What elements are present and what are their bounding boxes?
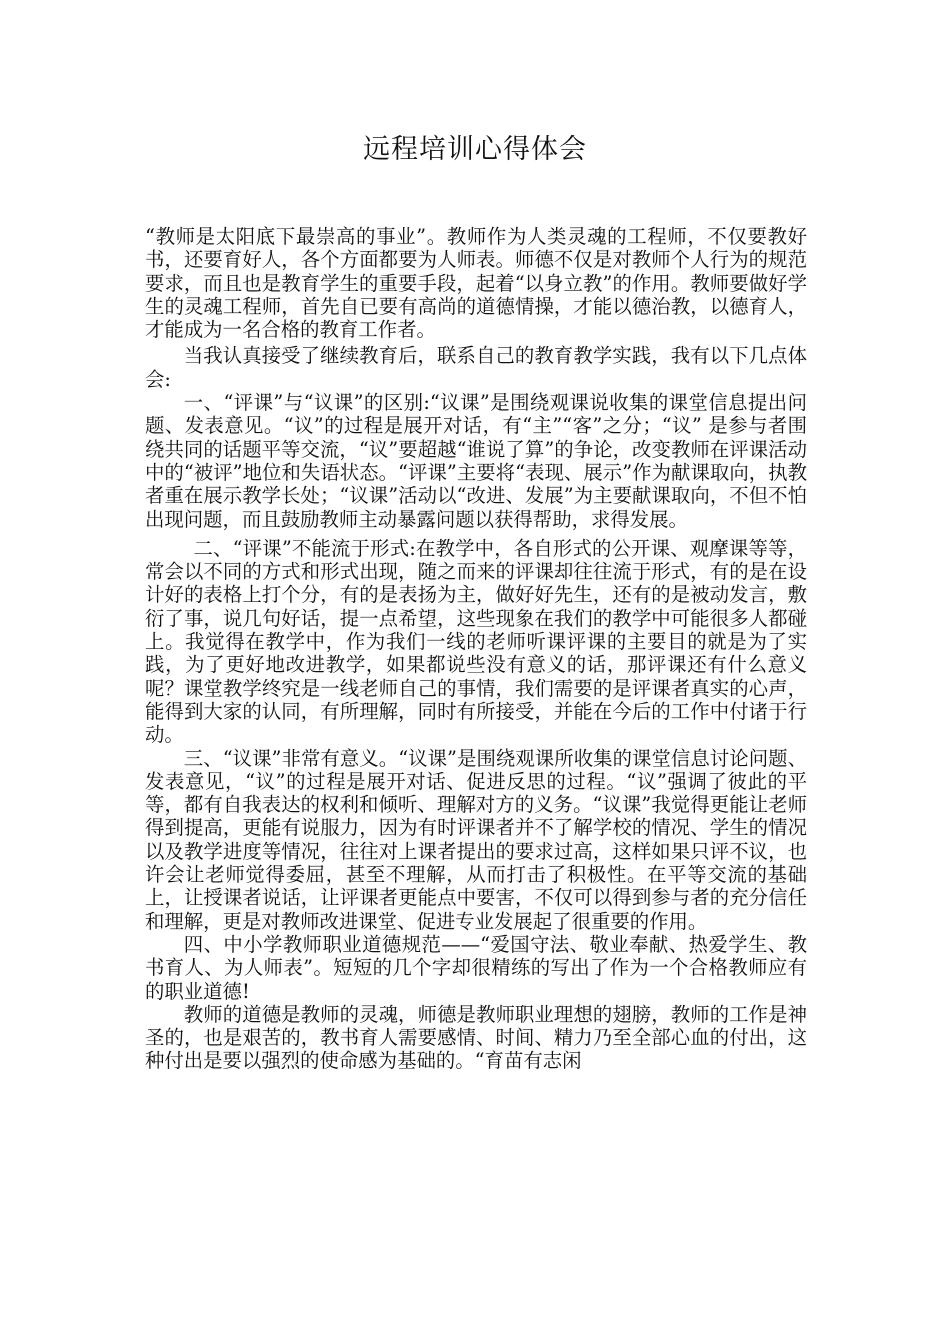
paragraph-point-four: 四、中小学教师职业道德规范——“爱国守法、敬业奉献、热爱学生、教书育人、为人师表”。短短的几个字却很精练的写出了作为一个合格教师应有的职业道德! [145,932,807,1003]
paragraph-intro: “教师是太阳底下最崇高的事业”。教师作为人类灵魂的工程师，不仅要教好书，还要育好人，各个方面都要为人师表。师德不仅是对教师个人行为的规范要求，而且也是教育学生的重要手段，起着“以身立教”的作用。教师要做好学生的灵魂工程师，首先自已要有高尚的道德情操，才能以德治教，以德育人，才能成为一名合格的教育工作者。 [145,225,807,342]
paragraph-reflection-intro: 当我认真接受了继续教育后，联系自己的教育教学实践，我有以下几点体会: [145,344,807,391]
document-title: 远程培训心得体会 [363,134,587,165]
paragraph-point-three: 三、“议课”非常有意义。“议课”是围绕观课所收集的课堂信息讨论问题、发表意见，“议”的过程是展开对话、促进反思的过程。“议”强调了彼此的平等，都有自我表达的权利和倾听、理解对方的义务。“议课”我觉得更能让老师得到提高，更能有说服力，因为有时评课者并不了解学校的情况、学生的情况以及教学进度等情况，往往对上课者提出的要求过高，这样如果只评不议，也许会让老师觉得委屈，甚至不理解，从而打击了积极性。在平等交流的基础上，让授课者说话，让评课者更能点中要害，不仅可以得到参与者的充分信任和理解，更是对教师改进课堂、促进专业发展起了很重要的作用。 [145,746,807,933]
paragraph-point-two: 二、“评课”不能流于形式:在教学中，各自形式的公开课、观摩课等等，常会以不同的方式和形式出现，随之而来的评课却往往流于形式，有的是在设计好的表格上打个分，有的是表扬为主，做好好先生，还有的是被动发言，敷衍了事，说几句好话，提一点希望，这些现象在我们的教学中可能很多人都碰上。我觉得在教学中，作为我们一线的老师听课评课的主要目的就是为了实践，为了更好地改进教学，如果都说些没有意义的话，那评课还有什么意义呢？课堂教学终究是一线老师自己的事情，我们需要的是评课者真实的心声，能得到大家的认同，有所理解，同时有所接受，并能在今后的工作中付诸于行动。 [145,536,807,747]
paragraph-point-one: 一、“评课”与“议课”的区别:“议课”是围绕观课说收集的课堂信息提出问题、发表意见。“议”的过程是展开对话，有“主”“客”之分；“议” 是参与者围绕共同的话题平等交流，“议”要超越“谁说了算”的争论，改变教师在评课活动中的“被评”地位和失语状态。“评课”主要将“表现、展示”作为献课取向，执教者重在展示教学长处；“议课”活动以“改进、发展”为主要献课取向，不但不怕出现问题，而且鼓励教师主动暴露问题以获得帮助，求得发展。 [145,391,807,531]
document-body [145,225,807,1073]
paragraph-teacher-morality: 教师的道德是教师的灵魂，师德是教师职业理想的翅膀，教师的工作是神圣的，也是艰苦的，教书育人需要感情、时间、精力乃至全部心血的付出，这种付出是要以强烈的使命感为基础的。“育苗有志闲 [145,1002,807,1073]
